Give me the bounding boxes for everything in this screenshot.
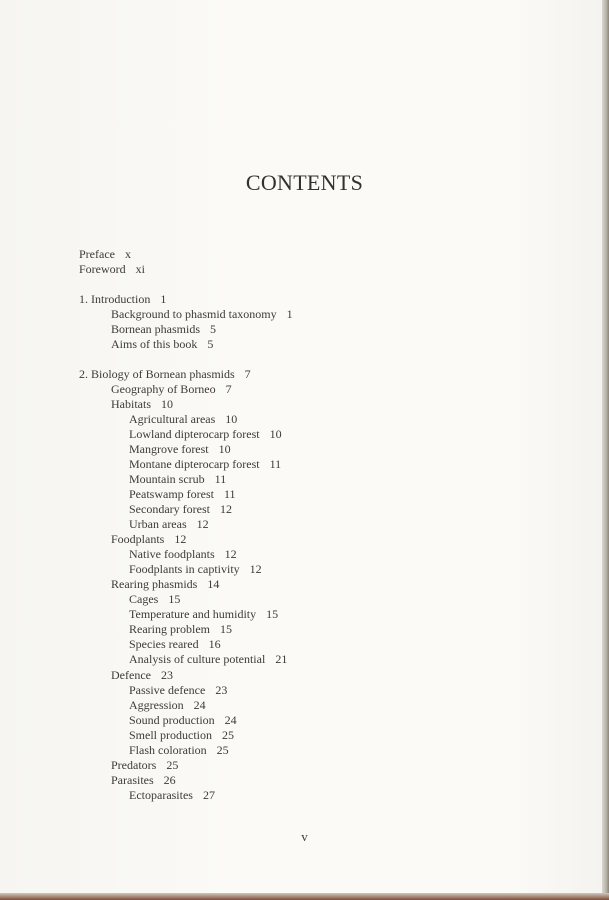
toc-entry-title: Habitats: [111, 397, 151, 411]
toc-entry-title: Aims of this book: [111, 337, 198, 351]
toc-entry-page: 10: [269, 427, 282, 441]
toc-entry-title: Secondary forest: [129, 502, 210, 516]
toc-entry-title: Foreword: [79, 262, 126, 276]
toc-entry-title: Lowland dipterocarp forest: [129, 427, 260, 441]
toc-entry-page: 10: [218, 442, 231, 456]
toc-entry: [129, 713, 237, 727]
toc-entry: [129, 487, 236, 501]
toc-entry: [129, 562, 262, 576]
toc-entry-title: Parasites: [111, 773, 154, 787]
toc-entry: [129, 592, 180, 606]
toc-entry: [111, 668, 173, 682]
toc-entry-page: 24: [224, 713, 237, 727]
toc-entry-page: 15: [219, 622, 232, 636]
toc-entry-page: 25: [166, 758, 179, 772]
toc-entry-title: Predators: [111, 758, 157, 772]
toc-entry-page: 12: [219, 502, 232, 516]
toc-entry-title: Mangrove forest: [129, 442, 209, 456]
toc-entry-title: Flash coloration: [129, 743, 207, 757]
toc-entry: [129, 637, 221, 651]
toc-entry-page: 10: [161, 397, 173, 411]
toc-entry: [129, 788, 215, 802]
toc-entry-page: 25: [222, 728, 234, 742]
toc-entry-title: Foodplants in captivity: [129, 562, 240, 576]
toc-entry-page: 7: [225, 382, 232, 396]
toc-entry: [129, 743, 229, 757]
toc-entry: [129, 607, 278, 621]
toc-entry-title: Cages: [129, 592, 159, 606]
toc-entry: [129, 698, 206, 712]
toc-entry-title: Native foodplants: [129, 547, 215, 561]
toc-entry-title: 1. Introduction: [79, 292, 151, 306]
toc-entry-page: 11: [214, 472, 227, 486]
toc-entry-page: 26: [163, 773, 176, 787]
toc-entry-page: 7: [244, 367, 251, 381]
toc-entry-page: 21: [275, 652, 288, 666]
toc-entry-title: Aggression: [129, 698, 184, 712]
toc-entry-page: 5: [207, 337, 214, 351]
toc-entry: [129, 622, 232, 636]
page-number: v: [301, 829, 308, 844]
toc-entry-page: 12: [249, 562, 262, 576]
toc-entry-title: Montane dipterocarp forest: [129, 457, 260, 471]
toc-entry: [79, 367, 251, 381]
toc-entry-page: 11: [223, 487, 236, 501]
toc-entry-page: 1: [160, 292, 167, 306]
toc-entry: [129, 683, 227, 697]
toc-entry-title: Peatswamp forest: [129, 487, 214, 501]
toc-entry-page: 1: [286, 307, 293, 321]
toc-entry: [129, 502, 232, 516]
toc-entry: [111, 397, 173, 411]
toc-entry-title: Analysis of culture potential: [129, 652, 266, 666]
toc-entry: [129, 442, 231, 456]
toc-entry-page: 15: [266, 607, 279, 621]
toc-entry-title: Bornean phasmids: [111, 322, 200, 336]
toc-entry-title: Species reared: [129, 637, 199, 651]
toc-entry: [79, 292, 166, 306]
toc-entry: [129, 472, 226, 486]
toc-entry-page: 24: [193, 698, 206, 712]
toc-entry-page: 11: [269, 457, 282, 471]
toc-entry: [111, 382, 232, 396]
toc-entry-title: Defence: [111, 668, 151, 682]
toc-entry-title: Geography of Borneo: [111, 382, 216, 396]
toc-entry-title: Background to phasmid taxonomy: [111, 307, 277, 321]
toc-entry: [111, 337, 213, 351]
toc-entry: [111, 758, 178, 772]
toc-entry-title: Rearing phasmids: [111, 577, 198, 591]
toc-entry-page: 23: [215, 683, 228, 697]
toc-entry: [111, 577, 219, 591]
toc-entry-title: Mountain scrub: [129, 472, 205, 486]
toc-entry-title: Foodplants: [111, 532, 165, 546]
toc-entry: [79, 247, 131, 261]
toc-entry-page: xi: [135, 262, 146, 276]
toc-entry-page: 5: [210, 322, 216, 336]
toc-entry: [111, 322, 216, 336]
toc-entry-title: Rearing problem: [129, 622, 210, 636]
page-title: CONTENTS: [245, 170, 364, 195]
toc-entry-page: 15: [168, 592, 181, 606]
toc-entry-page: 12: [196, 517, 209, 531]
toc-entry-title: Urban areas: [129, 517, 187, 531]
toc-entry-title: Smell production: [129, 728, 212, 742]
toc-entry-title: Ectoparasites: [129, 788, 193, 802]
toc-entry-title: Agricultural areas: [129, 412, 216, 426]
toc-entry-title: 2. Biology of Bornean phasmids: [79, 367, 235, 381]
toc-entry: [129, 457, 281, 471]
toc-entry-page: 10: [225, 412, 238, 426]
book-cover-edge: [0, 893, 609, 900]
toc-entry-title: Sound production: [129, 713, 215, 727]
toc-entry: [111, 773, 176, 787]
toc-entry-page: 25: [216, 743, 229, 757]
toc-entry: [129, 412, 237, 426]
toc-entry-page: 12: [224, 547, 237, 561]
toc-entry-page: 12: [174, 532, 187, 546]
toc-entry-title: Preface: [79, 247, 115, 261]
toc-entry: [79, 262, 145, 276]
toc-entry-page: 16: [208, 637, 221, 651]
page-edge: [602, 0, 609, 900]
toc-entry: [111, 532, 186, 546]
toc-entry: [111, 307, 293, 321]
toc-entry-page: 14: [207, 577, 220, 591]
toc-entry-page: 27: [202, 788, 215, 802]
toc-entry: [129, 427, 282, 441]
toc-entry: [129, 652, 287, 666]
toc-entry-page: 23: [160, 668, 173, 682]
toc-entry: [129, 547, 237, 561]
toc-entry: [129, 517, 209, 531]
toc-entry-page: x: [124, 247, 131, 261]
toc-entry-title: Passive defence: [129, 683, 206, 697]
toc-entry: [129, 728, 234, 742]
toc-entry-title: Temperature and humidity: [129, 607, 257, 621]
